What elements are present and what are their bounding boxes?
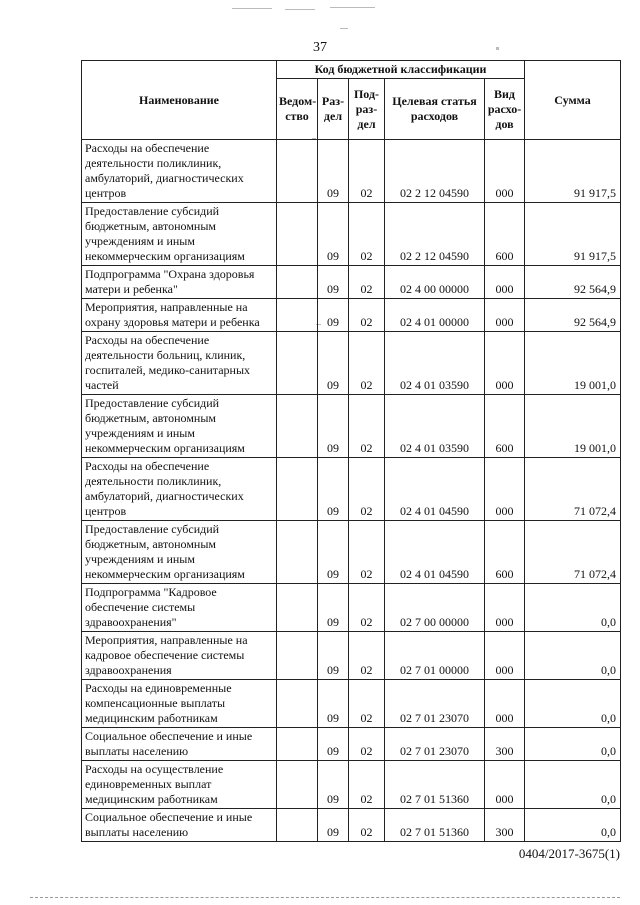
budget-table	[81, 60, 621, 842]
cell-vedomstvo	[277, 680, 318, 728]
cell-target-article: 02 4 01 04590	[385, 458, 485, 521]
table-row	[82, 332, 621, 395]
cell-expense-type: 600	[485, 521, 525, 584]
table-row	[82, 632, 621, 680]
cell-vedomstvo	[277, 332, 318, 395]
cell-target-article: 02 7 00 00000	[385, 584, 485, 632]
cell-target-article: 02 7 01 51360	[385, 761, 485, 809]
cell-expense-type: 000	[485, 332, 525, 395]
bottom-scan-line	[30, 897, 620, 899]
cell-name: Социальное обеспечение и иные выплаты населению	[82, 809, 277, 842]
cell-name: Предоставление субсидий бюджетным, автономным учреждениям и иным некоммерческим организациям	[82, 395, 277, 458]
cell-podrazdel: 02	[349, 632, 385, 680]
cell-podrazdel: 02	[349, 395, 385, 458]
table-row	[82, 458, 621, 521]
cell-name: Мероприятия, направленные на кадровое обеспечение системы здравоохранения	[82, 632, 277, 680]
cell-vedomstvo	[277, 632, 318, 680]
cell-podrazdel: 02	[349, 728, 385, 761]
cell-target-article: 02 7 01 23070	[385, 680, 485, 728]
cell-sum: 0,0	[525, 584, 621, 632]
cell-expense-type: 300	[485, 728, 525, 761]
cell-razdel: 09	[318, 458, 349, 521]
cell-sum: 71 072,4	[525, 458, 621, 521]
table-row	[82, 809, 621, 842]
cell-razdel: 09	[318, 809, 349, 842]
cell-razdel: 09	[318, 332, 349, 395]
cell-target-article: 02 4 01 04590	[385, 521, 485, 584]
cell-podrazdel: 02	[349, 458, 385, 521]
cell-sum: 19 001,0	[525, 332, 621, 395]
cell-target-article: 02 7 01 23070	[385, 728, 485, 761]
cell-sum: 92 564,9	[525, 266, 621, 299]
cell-sum: 0,0	[525, 632, 621, 680]
cell-target-article: 02 2 12 04590	[385, 140, 485, 203]
cell-sum: 19 001,0	[525, 395, 621, 458]
cell-podrazdel: 02	[349, 140, 385, 203]
cell-razdel: 09	[318, 761, 349, 809]
table-row	[82, 680, 621, 728]
header-name: Наименование	[82, 61, 277, 140]
header-expense-type: Вид расхо-дов	[485, 79, 525, 140]
cell-razdel: 09	[318, 140, 349, 203]
header-razdel: Раз-дел	[318, 79, 349, 140]
table-body	[82, 140, 621, 842]
cell-expense-type: 000	[485, 632, 525, 680]
header-vedomstvo: Ведом-ство	[277, 79, 318, 140]
cell-razdel: 09	[318, 728, 349, 761]
cell-name: Расходы на обеспечение деятельности поликлиник, амбулаторий, диагностических центров	[82, 458, 277, 521]
cell-vedomstvo	[277, 299, 318, 332]
cell-razdel: 09	[318, 632, 349, 680]
header-classification-group: Код бюджетной классификации	[277, 61, 525, 79]
cell-target-article: 02 4 01 03590	[385, 395, 485, 458]
cell-sum: 71 072,4	[525, 521, 621, 584]
cell-expense-type: 000	[485, 761, 525, 809]
cell-target-article: 02 4 01 03590	[385, 332, 485, 395]
cell-expense-type: 300	[485, 809, 525, 842]
cell-podrazdel: 02	[349, 584, 385, 632]
cell-podrazdel: 02	[349, 332, 385, 395]
cell-target-article: 02 4 00 00000	[385, 266, 485, 299]
cell-expense-type: 000	[485, 266, 525, 299]
cell-expense-type: 600	[485, 203, 525, 266]
cell-podrazdel: 02	[349, 266, 385, 299]
document-code: 0404/2017-3675(1)	[518, 846, 620, 861]
cell-name: Подпрограмма "Кадровое обеспечение системы здравоохранения"	[82, 584, 277, 632]
table-row	[82, 140, 621, 203]
cell-target-article: 02 7 01 00000	[385, 632, 485, 680]
table-row	[82, 395, 621, 458]
cell-podrazdel: 02	[349, 521, 385, 584]
cell-expense-type: 000	[485, 680, 525, 728]
cell-razdel: 09	[318, 395, 349, 458]
table-row	[82, 266, 621, 299]
cell-vedomstvo	[277, 266, 318, 299]
cell-expense-type: 000	[485, 458, 525, 521]
table-row	[82, 761, 621, 809]
cell-podrazdel: 02	[349, 761, 385, 809]
cell-sum: 0,0	[525, 680, 621, 728]
table-row	[82, 203, 621, 266]
page-number: 37	[313, 40, 327, 55]
cell-vedomstvo	[277, 140, 318, 203]
table-row	[82, 299, 621, 332]
cell-razdel: 09	[318, 299, 349, 332]
cell-razdel: 09	[318, 680, 349, 728]
cell-name: Расходы на единовременные компенсационные выплаты медицинским работникам	[82, 680, 277, 728]
cell-vedomstvo	[277, 203, 318, 266]
cell-expense-type: 000	[485, 584, 525, 632]
cell-name: Расходы на осуществление единовременных выплат медицинским работникам	[82, 761, 277, 809]
cell-vedomstvo	[277, 728, 318, 761]
cell-name: Подпрограмма "Охрана здоровья матери и ребенка"	[82, 266, 277, 299]
cell-sum: 91 917,5	[525, 203, 621, 266]
cell-sum: 91 917,5	[525, 140, 621, 203]
header-podrazdel: Под-раз-дел	[349, 79, 385, 140]
cell-expense-type: 000	[485, 140, 525, 203]
cell-vedomstvo	[277, 584, 318, 632]
cell-sum: 0,0	[525, 809, 621, 842]
cell-name: Расходы на обеспечение деятельности поликлиник, амбулаторий, диагностических центров	[82, 140, 277, 203]
table-row	[82, 584, 621, 632]
cell-podrazdel: 02	[349, 809, 385, 842]
header-target-article: Целевая статья расходов	[385, 79, 485, 140]
table-row	[82, 728, 621, 761]
cell-target-article: 02 2 12 04590	[385, 203, 485, 266]
cell-name: Предоставление субсидий бюджетным, автономным учреждениям и иным некоммерческим организациям	[82, 521, 277, 584]
cell-expense-type: 600	[485, 395, 525, 458]
cell-name: Мероприятия, направленные на охрану здоровья матери и ребенка	[82, 299, 277, 332]
cell-sum: 0,0	[525, 761, 621, 809]
cell-podrazdel: 02	[349, 203, 385, 266]
cell-name: Предоставление субсидий бюджетным, автономным учреждениям и иным некоммерческим организациям	[82, 203, 277, 266]
header-row-group	[82, 61, 621, 79]
cell-vedomstvo	[277, 458, 318, 521]
cell-razdel: 09	[318, 203, 349, 266]
header-sum: Сумма	[525, 61, 621, 140]
cell-sum: 0,0	[525, 728, 621, 761]
cell-vedomstvo	[277, 761, 318, 809]
cell-vedomstvo	[277, 521, 318, 584]
cell-sum: 92 564,9	[525, 299, 621, 332]
cell-name: Расходы на обеспечение деятельности больниц, клиник, госпиталей, медико-санитарных частей	[82, 332, 277, 395]
cell-name: Социальное обеспечение и иные выплаты населению	[82, 728, 277, 761]
cell-razdel: 09	[318, 521, 349, 584]
cell-razdel: 09	[318, 266, 349, 299]
cell-vedomstvo	[277, 395, 318, 458]
cell-podrazdel: 02	[349, 680, 385, 728]
cell-vedomstvo	[277, 809, 318, 842]
cell-target-article: 02 7 01 51360	[385, 809, 485, 842]
table-row	[82, 521, 621, 584]
cell-razdel: 09	[318, 584, 349, 632]
cell-podrazdel: 02	[349, 299, 385, 332]
cell-expense-type: 000	[485, 299, 525, 332]
cell-target-article: 02 4 01 00000	[385, 299, 485, 332]
